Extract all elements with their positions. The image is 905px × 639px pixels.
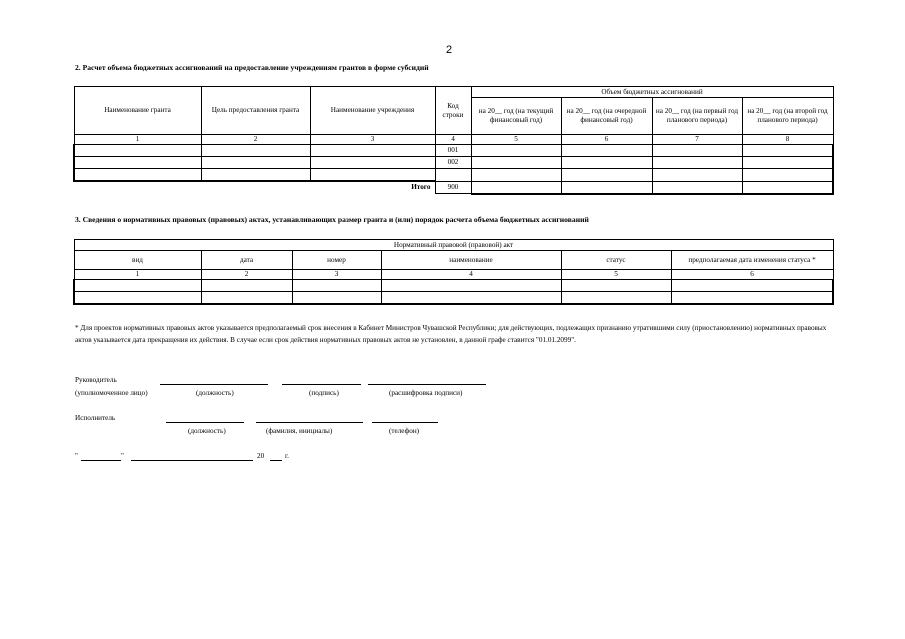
cell-input[interactable] xyxy=(74,157,201,169)
total-label: Итого xyxy=(411,183,431,192)
cell-input[interactable] xyxy=(561,145,652,157)
cell-input[interactable] xyxy=(201,157,310,169)
executor-phone-caption: (телефон) xyxy=(389,427,420,435)
head-sublabel: (уполномоченное лицо) xyxy=(75,389,148,397)
grants-table xyxy=(73,86,834,195)
col-number: 5 xyxy=(561,270,671,280)
head-signature-caption: (подпись) xyxy=(309,389,339,397)
col-number-of-act: номер xyxy=(292,251,381,270)
col-number: 2 xyxy=(201,135,310,145)
cell-input[interactable] xyxy=(561,157,652,169)
head-position-line[interactable] xyxy=(160,384,268,385)
cell-input[interactable] xyxy=(652,169,742,182)
col-number: 7 xyxy=(652,135,742,145)
col-number: 4 xyxy=(435,135,471,145)
cell-input[interactable] xyxy=(652,145,742,157)
cell-input[interactable] xyxy=(561,169,652,182)
col-grant-name: Наименование гранта xyxy=(74,87,201,135)
cell-input[interactable] xyxy=(561,181,652,194)
section3-heading: 3. Сведения о нормативных правовых (правовых) актах, устанавливающих размер гранта и (или) порядок расчета объема бюджетных ассигнований xyxy=(75,215,589,224)
row-code: 002 xyxy=(435,157,471,169)
date-quote-close: " xyxy=(121,452,124,460)
cell-input[interactable] xyxy=(742,181,833,194)
col-line-code: Код строки xyxy=(435,87,471,135)
col-number: 6 xyxy=(561,135,652,145)
legal-acts-table xyxy=(73,239,834,305)
cell-input[interactable] xyxy=(652,181,742,194)
executor-phone-line[interactable] xyxy=(372,422,438,423)
cell-input[interactable] xyxy=(652,157,742,169)
row-code xyxy=(435,169,471,182)
head-signature-line[interactable] xyxy=(282,384,361,385)
col-number: 8 xyxy=(742,135,833,145)
cell-input[interactable] xyxy=(74,292,201,305)
cell-input[interactable] xyxy=(74,169,201,182)
cell-input[interactable] xyxy=(292,292,381,305)
row-code: 001 xyxy=(435,145,471,157)
cell-input[interactable] xyxy=(201,169,310,182)
date-year-suffix: г. xyxy=(285,452,289,460)
col-status: статус xyxy=(561,251,671,270)
col-number: 4 xyxy=(381,270,561,280)
cell-input[interactable] xyxy=(381,292,561,305)
cell-input[interactable] xyxy=(742,169,833,182)
col-date: дата xyxy=(201,251,292,270)
total-row xyxy=(74,181,833,194)
cell-input[interactable] xyxy=(742,157,833,169)
date-quote-open: " xyxy=(75,452,78,460)
cell-input[interactable] xyxy=(561,280,671,292)
executor-name-caption: (фамилия, инициалы) xyxy=(266,427,333,435)
section2-heading: 2. Расчет объема бюджетных ассигнований на предоставление учреждениям грантов в форме субсидий xyxy=(75,63,429,72)
cell-input[interactable] xyxy=(671,280,833,292)
cell-input[interactable] xyxy=(74,145,201,157)
col-title: наименование xyxy=(381,251,561,270)
col-number: 3 xyxy=(292,270,381,280)
col-number: 2 xyxy=(201,270,292,280)
date-year-line[interactable] xyxy=(270,460,282,461)
date-year-prefix: 20 xyxy=(257,452,265,460)
cell-input[interactable] xyxy=(671,292,833,305)
cell-input[interactable] xyxy=(292,280,381,292)
cell-input[interactable] xyxy=(310,145,435,157)
col-group-legal-act: Нормативный правовой (правовой) акт xyxy=(74,240,833,251)
cell-input[interactable] xyxy=(201,292,292,305)
cell-input[interactable] xyxy=(310,169,435,182)
col-status-change-date: предполагаемая дата изменения статуса * xyxy=(671,251,833,270)
head-name-line[interactable] xyxy=(368,384,486,385)
col-number: 5 xyxy=(471,135,561,145)
col-number: 1 xyxy=(74,135,201,145)
col-number: 3 xyxy=(310,135,435,145)
cell-input[interactable] xyxy=(201,145,310,157)
executor-position-line[interactable] xyxy=(166,422,244,423)
col-year-current: на 20__ год (на текущий финансовый год) xyxy=(471,98,561,135)
cell-input[interactable] xyxy=(561,292,671,305)
cell-input[interactable] xyxy=(742,145,833,157)
total-code: 900 xyxy=(435,181,471,194)
table-row xyxy=(74,280,833,292)
cell-input[interactable] xyxy=(310,157,435,169)
cell-input[interactable] xyxy=(471,169,561,182)
cell-input[interactable] xyxy=(74,280,201,292)
footnote: * Для проектов нормативных правовых актов указывается предполагаемый срок внесения в Кабинет Министров Чувашской Республики; для действующих, подлежащих признанию утратившими силу (приостановлению) нормативных правовых актов указывается дата прекращения их действия. В случае если срок действия нормативных правовых актов не установлен, в данной графе ставится "01.01.2099". xyxy=(75,324,827,344)
col-number: 1 xyxy=(74,270,201,280)
executor-name-line[interactable] xyxy=(256,422,363,423)
col-group-appropriations: Объем бюджетных ассигнований xyxy=(471,87,833,98)
head-name-caption: (расшифровка подписи) xyxy=(389,389,463,397)
date-month-line[interactable] xyxy=(131,460,253,461)
cell-input[interactable] xyxy=(201,280,292,292)
col-number: 6 xyxy=(671,270,833,280)
col-purpose: Цель предоставления гранта xyxy=(201,87,310,135)
col-year-plan-first: на 20__ год (на первый год планового периода) xyxy=(652,98,742,135)
head-position-caption: (должность) xyxy=(196,389,234,397)
cell-input[interactable] xyxy=(381,280,561,292)
head-label: Руководитель xyxy=(75,376,117,384)
table-row xyxy=(74,145,833,157)
page-number: 2 xyxy=(446,44,453,56)
col-kind: вид xyxy=(74,251,201,270)
cell-input[interactable] xyxy=(471,145,561,157)
date-day-line[interactable] xyxy=(81,460,121,461)
col-year-next: на 20__ год (на очередной финансовый год) xyxy=(561,98,652,135)
executor-label: Исполнитель xyxy=(75,414,116,422)
table-row xyxy=(74,157,833,169)
cell-input[interactable] xyxy=(471,181,561,194)
table-row xyxy=(74,292,833,305)
cell-input[interactable] xyxy=(471,157,561,169)
col-institution: Наименование учреждения xyxy=(310,87,435,135)
col-year-plan-second: на 20__ год (на второй год планового периода) xyxy=(742,98,833,135)
executor-position-caption: (должность) xyxy=(188,427,226,435)
table-row xyxy=(74,169,833,182)
